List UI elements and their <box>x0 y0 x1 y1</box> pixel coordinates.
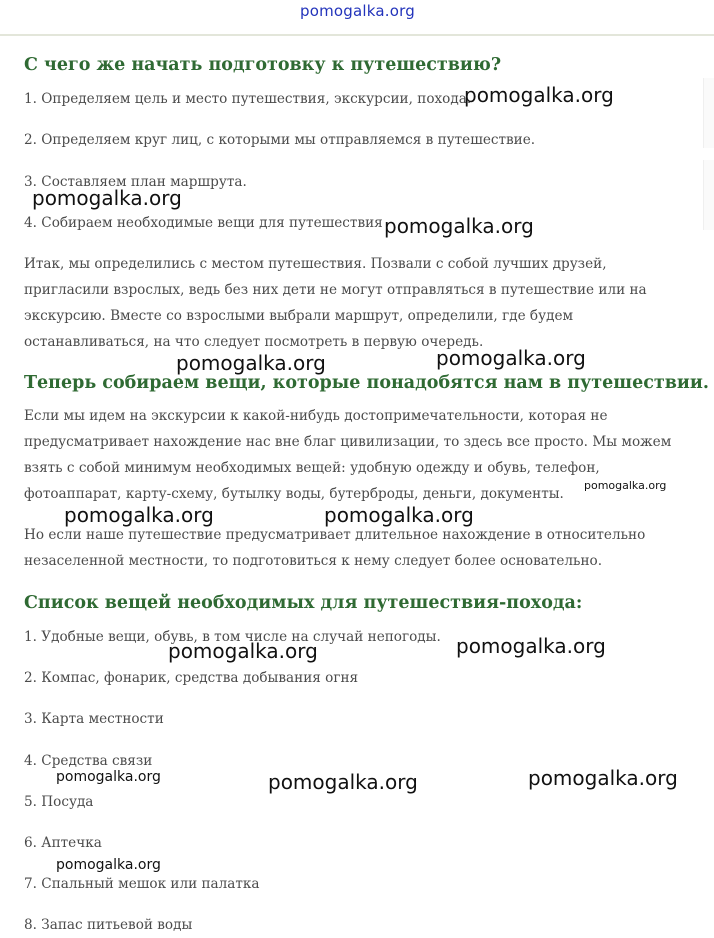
list-item: 2. Компас, фонарик, средства добывания огня <box>24 670 359 686</box>
watermark: pomogalka.org <box>584 479 667 492</box>
paragraph-line: Итак, мы определились с местом путешествия. Позвали с собой лучших друзей, <box>24 256 607 272</box>
watermark: pomogalka.org <box>32 186 182 210</box>
paragraph-line: предусматривает нахождение нас вне благ цивилизации, то здесь все просто. Мы можем <box>24 434 672 450</box>
list-item: 2. Определяем круг лиц, с которыми мы отправляемся в путешествие. <box>24 132 536 148</box>
list-item: 1. Определяем цель и место путешествия, экскурсии, похода. <box>24 91 472 107</box>
paragraph-line: экскурсию. Вместе со взрослыми выбрали маршрут, определили, где будем <box>24 308 574 324</box>
long-trip-paragraph <box>24 522 684 574</box>
list-item: 6. Аптечка <box>24 835 102 851</box>
watermark: pomogalka.org <box>56 769 161 785</box>
watermark: pomogalka.org <box>384 214 534 238</box>
watermark: pomogalka.org <box>268 770 418 794</box>
paragraph-line: останавливаться, на что следует посмотреть в первую очередь. <box>24 334 484 350</box>
site-banner-link[interactable]: pomogalka.org <box>300 2 415 20</box>
watermark: pomogalka.org <box>168 639 318 663</box>
intro-paragraph <box>24 251 684 355</box>
list-item: 5. Посуда <box>24 794 94 810</box>
list-item: 1. Удобные вещи, обувь, в том числе на случай непогоды. <box>24 629 441 645</box>
list-item: 3. Составляем план маршрута. <box>24 174 247 190</box>
watermark: pomogalka.org <box>176 351 326 375</box>
paragraph-line: взять с собой минимум необходимых вещей: удобную одежду и обувь, телефон, <box>24 460 600 476</box>
paragraph-line: незаселенной местности, то подготовиться к нему следует более основательно. <box>24 553 603 569</box>
list-item: 3. Карта местности <box>24 711 164 727</box>
paragraph-line: Если мы идем на экскурсии к какой-нибудь достопримечательности, которая не <box>24 408 608 424</box>
side-panel-edge <box>703 160 714 230</box>
section-heading-start: С чего же начать подготовку к путешествию? <box>24 55 502 75</box>
section-heading-list: Список вещей необходимых для путешествия-похода: <box>24 593 583 613</box>
paragraph-line: Но если наше путешествие предусматривает длительное нахождение в относительно <box>24 527 646 543</box>
list-item: 7. Спальный мешок или палатка <box>24 876 260 892</box>
list-item: 8. Запас питьевой воды <box>24 917 193 933</box>
section-heading-packing: Теперь собираем вещи, которые понадобятся нам в путешествии. <box>24 373 709 393</box>
watermark: pomogalka.org <box>464 83 614 107</box>
watermark: pomogalka.org <box>528 766 678 790</box>
watermark: pomogalka.org <box>64 503 214 527</box>
side-panel-edge <box>703 78 714 148</box>
watermark: pomogalka.org <box>436 346 586 370</box>
watermark: pomogalka.org <box>456 634 606 658</box>
list-item: 4. Собираем необходимые вещи для путешествия <box>24 215 383 231</box>
watermark: pomogalka.org <box>324 503 474 527</box>
paragraph-line: фотоаппарат, карту-схему, бутылку воды, бутерброды, деньги, документы. <box>24 486 564 502</box>
watermark: pomogalka.org <box>56 857 161 873</box>
paragraph-line: пригласили взрослых, ведь без них дети не могут отправляться в путешествие или на <box>24 282 647 298</box>
list-item: 4. Средства связи <box>24 753 153 769</box>
